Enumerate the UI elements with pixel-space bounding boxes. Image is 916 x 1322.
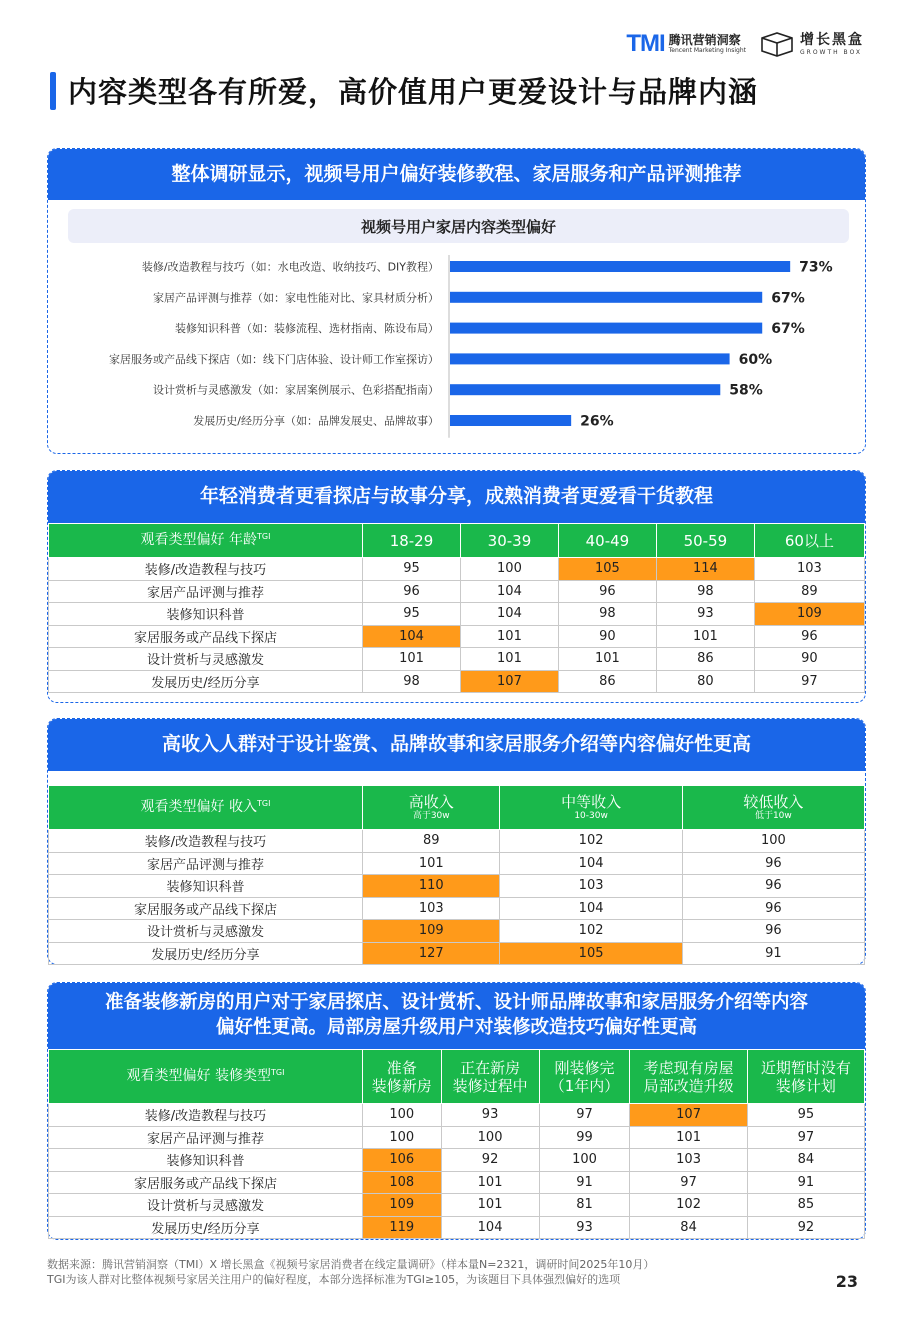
tgi-cell: 101 bbox=[441, 1194, 539, 1217]
section-income-preference bbox=[47, 718, 866, 965]
row-label: 家居产品评测与推荐 bbox=[49, 1126, 363, 1149]
tgi-cell: 104 bbox=[500, 897, 682, 920]
bar-value-label: 60% bbox=[738, 351, 773, 368]
tgi-cell: 100 bbox=[539, 1149, 630, 1172]
tgi-cell: 100 bbox=[460, 558, 558, 581]
tgi-cell: 86 bbox=[558, 670, 656, 693]
tgi-cell: 95 bbox=[747, 1104, 864, 1127]
row-label: 装修/改造教程与技巧 bbox=[49, 558, 363, 581]
row-label: 装修/改造教程与技巧 bbox=[49, 830, 363, 853]
column-header: 60以上 bbox=[754, 524, 864, 558]
column-title-line2: （1年内） bbox=[549, 1076, 620, 1095]
table-row bbox=[49, 648, 865, 671]
bar-category-label: 发展历史/经历分享（如：品牌发展史、品牌故事） bbox=[193, 414, 439, 428]
column-title-line1: 刚装修完 bbox=[554, 1058, 615, 1077]
row-label: 发展历史/经历分享 bbox=[49, 670, 363, 693]
income-table-row-header: 观看类型偏好 收入$^{TGI}$ bbox=[49, 786, 363, 830]
tgi-cell: 98 bbox=[558, 603, 656, 626]
tgi-cell: 101 bbox=[460, 625, 558, 648]
tgi-cell: 104 bbox=[441, 1216, 539, 1239]
content-preference-bar-chart bbox=[48, 243, 864, 449]
footer-notes bbox=[47, 1258, 654, 1288]
bar bbox=[450, 261, 790, 272]
bar bbox=[450, 292, 762, 303]
tgi-cell: 100 bbox=[441, 1126, 539, 1149]
tgi-cell: 95 bbox=[363, 558, 461, 581]
tgi-cell: 85 bbox=[747, 1194, 864, 1217]
tgi-cell: 95 bbox=[363, 603, 461, 626]
section-2-header: 年轻消费者更看探店与故事分享，成熟消费者更爱看干货教程 bbox=[48, 471, 865, 523]
tmi-logo bbox=[626, 30, 746, 58]
bar-category-label: 设计赏析与灵感激发（如：家居案例展示、色彩搭配指南） bbox=[153, 383, 439, 397]
highlighted-tgi-cell: 108 bbox=[363, 1171, 442, 1194]
bar-category-label: 家居服务或产品线下探店（如：线下门店体验、设计师工作室探访） bbox=[109, 352, 439, 366]
tgi-cell: 103 bbox=[630, 1149, 747, 1172]
table-row bbox=[49, 897, 865, 920]
column-header bbox=[747, 1050, 864, 1104]
tgi-cell: 84 bbox=[630, 1216, 747, 1239]
row-label: 家居服务或产品线下探店 bbox=[49, 1171, 363, 1194]
tmi-english-name: Tencent Marketing Insight bbox=[668, 47, 746, 54]
row-label: 设计赏析与灵感激发 bbox=[49, 920, 363, 943]
tgi-cell: 91 bbox=[682, 942, 864, 965]
tgi-cell: 100 bbox=[363, 1126, 442, 1149]
row-label: 装修/改造教程与技巧 bbox=[49, 1104, 363, 1127]
column-header: 50-59 bbox=[656, 524, 754, 558]
bar-value-label: 58% bbox=[729, 382, 763, 399]
bar bbox=[450, 353, 730, 364]
section-4-header-line2: 偏好性更高。局部房屋升级用户对装修改造技巧偏好性更高 bbox=[215, 1017, 697, 1038]
row-label: 装修知识科普 bbox=[49, 875, 363, 898]
bar-value-label: 67% bbox=[771, 290, 805, 307]
tgi-cell: 89 bbox=[363, 830, 500, 853]
column-header bbox=[363, 786, 500, 830]
tgi-cell: 103 bbox=[363, 897, 500, 920]
tgi-cell: 100 bbox=[363, 1104, 442, 1127]
table-row bbox=[49, 670, 865, 693]
column-header bbox=[363, 1050, 442, 1104]
highlighted-tgi-cell: 119 bbox=[363, 1216, 442, 1239]
tgi-cell: 96 bbox=[682, 897, 864, 920]
table-row bbox=[49, 942, 865, 965]
row-label: 设计赏析与灵感激发 bbox=[49, 648, 363, 671]
table-row bbox=[49, 603, 865, 626]
tmi-mark: TMI bbox=[626, 30, 665, 57]
tgi-cell: 90 bbox=[754, 648, 864, 671]
row-label: 家居服务或产品线下探店 bbox=[49, 625, 363, 648]
column-title: 中等收入 bbox=[561, 793, 622, 812]
tgi-cell: 96 bbox=[682, 852, 864, 875]
column-subtitle: 高于30w bbox=[412, 811, 450, 822]
table-row bbox=[49, 920, 865, 943]
tgi-cell: 93 bbox=[441, 1104, 539, 1127]
growth-box-name: 增长黑盒 bbox=[800, 31, 864, 48]
highlighted-tgi-cell: 106 bbox=[363, 1149, 442, 1172]
column-header bbox=[539, 1050, 630, 1104]
tgi-cell: 99 bbox=[539, 1126, 630, 1149]
tgi-cell: 96 bbox=[754, 625, 864, 648]
tgi-cell: 97 bbox=[754, 670, 864, 693]
bar-value-label: 26% bbox=[580, 413, 614, 430]
highlighted-tgi-cell: 114 bbox=[656, 558, 754, 581]
tgi-cell: 104 bbox=[500, 852, 682, 875]
tgi-cell: 104 bbox=[460, 603, 558, 626]
column-subtitle: 低于10w bbox=[754, 811, 792, 822]
data-source-note: 数据来源：腾讯营销洞察（TMI）X 增长黑盒《视频号家居消费者在线定量调研》（样本量N=2321，调研时间2025年10月） bbox=[47, 1258, 655, 1271]
table-row bbox=[49, 852, 865, 875]
renovation-tgi-table bbox=[48, 1049, 865, 1239]
table-row bbox=[49, 830, 865, 853]
tgi-cell: 101 bbox=[558, 648, 656, 671]
section-4-header-line1: 准备装修新房的用户对于家居探店、设计赏析、设计师品牌故事和家居服务介绍等内容 bbox=[104, 992, 808, 1014]
bar-category-label: 装修知识科普（如：装修流程、选材指南、陈设布局） bbox=[175, 322, 439, 336]
section-3-header: 高收入人群对于设计鉴赏、品牌故事和家居服务介绍等内容偏好性更高 bbox=[48, 719, 865, 771]
tgi-cell: 101 bbox=[363, 648, 461, 671]
growth-box-logo bbox=[760, 31, 864, 57]
tgi-cell: 92 bbox=[441, 1149, 539, 1172]
highlighted-tgi-cell: 109 bbox=[363, 1194, 442, 1217]
tgi-cell: 90 bbox=[558, 625, 656, 648]
column-header bbox=[500, 786, 682, 830]
row-label: 设计赏析与灵感激发 bbox=[49, 1194, 363, 1217]
header-logos bbox=[626, 30, 864, 58]
tgi-definition-note: TGI为该人群对比整体视频号家居关注用户的偏好程度，本部分选择标准为TGI≥105，为该题目下具体强烈偏好的选项 bbox=[47, 1272, 621, 1286]
row-label: 装修知识科普 bbox=[49, 603, 363, 626]
table-row bbox=[49, 1171, 865, 1194]
bar bbox=[450, 415, 571, 426]
tgi-cell: 81 bbox=[539, 1194, 630, 1217]
bar bbox=[450, 384, 720, 395]
chart-subheader: 视频号用户家居内容类型偏好 bbox=[68, 209, 849, 243]
table-row bbox=[49, 875, 865, 898]
bar-value-label: 67% bbox=[771, 321, 805, 338]
column-title: 较低收入 bbox=[743, 793, 804, 812]
highlighted-tgi-cell: 105 bbox=[500, 942, 682, 965]
tgi-cell: 84 bbox=[747, 1149, 864, 1172]
page-title bbox=[50, 70, 876, 111]
section-renovation-preference bbox=[47, 982, 866, 1240]
column-subtitle: 10-30w bbox=[574, 811, 608, 822]
tgi-cell: 103 bbox=[500, 875, 682, 898]
tgi-cell: 97 bbox=[747, 1126, 864, 1149]
tgi-cell: 96 bbox=[682, 875, 864, 898]
bar-category-label: 家居产品评测与推荐（如：家电性能对比、家具材质分析） bbox=[153, 291, 439, 305]
tgi-cell: 101 bbox=[630, 1126, 747, 1149]
growth-box-english-name: GROWTH BOX bbox=[800, 48, 863, 56]
column-header: 40-49 bbox=[558, 524, 656, 558]
column-title-line1: 正在新房 bbox=[460, 1058, 521, 1077]
section-4-header bbox=[48, 983, 865, 1049]
age-table-row-header: 观看类型偏好 年龄$^{TGI}$ bbox=[49, 524, 363, 558]
column-title: 高收入 bbox=[408, 793, 454, 812]
tgi-cell: 101 bbox=[441, 1171, 539, 1194]
cube-icon bbox=[760, 31, 794, 57]
tgi-cell: 102 bbox=[630, 1194, 747, 1217]
highlighted-tgi-cell: 110 bbox=[363, 875, 500, 898]
table-row bbox=[49, 1126, 865, 1149]
column-title-line2: 装修新房 bbox=[371, 1076, 432, 1095]
highlighted-tgi-cell: 109 bbox=[754, 603, 864, 626]
tgi-cell: 80 bbox=[656, 670, 754, 693]
highlighted-tgi-cell: 109 bbox=[363, 920, 500, 943]
column-title-line2: 装修计划 bbox=[775, 1076, 836, 1095]
row-label: 发展历史/经历分享 bbox=[49, 942, 363, 965]
tgi-cell: 97 bbox=[539, 1104, 630, 1127]
tgi-cell: 96 bbox=[363, 580, 461, 603]
tgi-cell: 100 bbox=[682, 830, 864, 853]
age-tgi-table bbox=[48, 523, 865, 693]
table-row bbox=[49, 580, 865, 603]
title-accent-bar bbox=[50, 72, 56, 110]
renovation-table-row-header: 观看类型偏好 装修类型$^{TGI}$ bbox=[49, 1050, 363, 1104]
tgi-cell: 101 bbox=[656, 625, 754, 648]
section-1-header: 整体调研显示，视频号用户偏好装修教程、家居服务和产品评测推荐 bbox=[48, 149, 865, 200]
table-row bbox=[49, 1104, 865, 1127]
highlighted-tgi-cell: 105 bbox=[558, 558, 656, 581]
table-row bbox=[49, 1216, 865, 1239]
tgi-cell: 86 bbox=[656, 648, 754, 671]
column-header bbox=[441, 1050, 539, 1104]
highlighted-tgi-cell: 107 bbox=[630, 1104, 747, 1127]
column-header: 30-39 bbox=[460, 524, 558, 558]
row-label: 家居产品评测与推荐 bbox=[49, 580, 363, 603]
bar-category-label: 装修/改造教程与技巧（如：水电改造、收纳技巧、DIY教程） bbox=[141, 260, 439, 274]
page-title-text: 内容类型各有所爱，高价值用户更爱设计与品牌内涵 bbox=[68, 75, 759, 109]
tgi-cell: 91 bbox=[539, 1171, 630, 1194]
tmi-name: 腾讯营销洞察 bbox=[668, 33, 741, 47]
tgi-cell: 97 bbox=[630, 1171, 747, 1194]
column-title-line2: 装修过程中 bbox=[452, 1076, 528, 1095]
highlighted-tgi-cell: 107 bbox=[460, 670, 558, 693]
column-title-line1: 近期暂时没有 bbox=[760, 1058, 851, 1077]
tgi-cell: 96 bbox=[558, 580, 656, 603]
tgi-cell: 103 bbox=[754, 558, 864, 581]
column-title-line1: 考虑现有房屋 bbox=[643, 1058, 734, 1077]
column-title-line2: 局部改造升级 bbox=[643, 1076, 734, 1095]
tgi-cell: 102 bbox=[500, 920, 682, 943]
highlighted-tgi-cell: 104 bbox=[363, 625, 461, 648]
tgi-cell: 101 bbox=[363, 852, 500, 875]
table-row bbox=[49, 1149, 865, 1172]
tgi-cell: 101 bbox=[460, 648, 558, 671]
section-overall-preference bbox=[47, 148, 866, 454]
tgi-cell: 89 bbox=[754, 580, 864, 603]
tgi-cell: 98 bbox=[363, 670, 461, 693]
row-label: 装修知识科普 bbox=[49, 1149, 363, 1172]
income-tgi-table bbox=[48, 785, 865, 965]
section-age-preference bbox=[47, 470, 866, 703]
tgi-cell: 93 bbox=[539, 1216, 630, 1239]
highlighted-tgi-cell: 127 bbox=[363, 942, 500, 965]
tgi-cell: 98 bbox=[656, 580, 754, 603]
column-header bbox=[630, 1050, 747, 1104]
column-header: 18-29 bbox=[363, 524, 461, 558]
tgi-cell: 93 bbox=[656, 603, 754, 626]
page-number: 23 bbox=[835, 1272, 858, 1291]
tgi-cell: 92 bbox=[747, 1216, 864, 1239]
row-label: 家居产品评测与推荐 bbox=[49, 852, 363, 875]
column-header bbox=[682, 786, 864, 830]
table-row bbox=[49, 625, 865, 648]
table-row bbox=[49, 558, 865, 581]
bar-value-label: 73% bbox=[799, 259, 833, 276]
tgi-cell: 91 bbox=[747, 1171, 864, 1194]
table-row bbox=[49, 1194, 865, 1217]
bar bbox=[450, 323, 762, 334]
row-label: 发展历史/经历分享 bbox=[49, 1216, 363, 1239]
row-label: 家居服务或产品线下探店 bbox=[49, 897, 363, 920]
tgi-cell: 104 bbox=[460, 580, 558, 603]
tgi-cell: 96 bbox=[682, 920, 864, 943]
tgi-cell: 102 bbox=[500, 830, 682, 853]
column-title-line1: 准备 bbox=[386, 1058, 417, 1077]
